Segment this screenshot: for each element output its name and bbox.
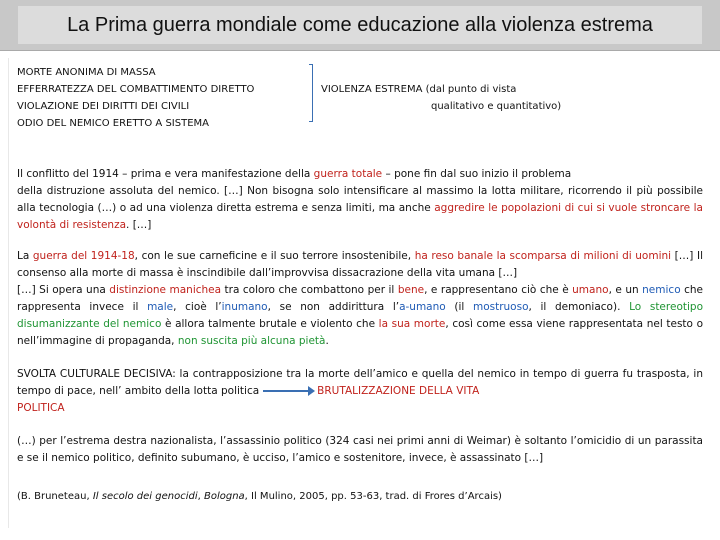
text-run: , Il Mulino, 2005, pp. 53-63, trad. di Frores d’Arcais) — [244, 491, 502, 502]
text-run: , se non addirittura l’ — [267, 301, 400, 313]
highlight-blue: mostruoso — [472, 301, 529, 313]
highlight-green: Lo stereotipo disumanizzante del nemico — [17, 301, 703, 330]
list-item: EFFERRATEZZA DEL COMBATTIMENTO DIRETTO — [17, 84, 255, 95]
highlight-red: BRUTALIZZAZIONE DELLA VITA — [317, 385, 480, 397]
slide-content — [8, 58, 709, 528]
highlight-red: guerra totale — [313, 168, 383, 180]
text-run: , con le sue carneficine e il suo terrore insostenibile, — [134, 250, 415, 262]
text-run: . — [325, 335, 329, 347]
note-line-1: VIOLENZA ESTREMA (dal punto di vista — [321, 84, 517, 95]
violence-list — [17, 64, 254, 132]
paragraph-total-war — [17, 166, 703, 234]
citation — [17, 488, 703, 505]
highlight-blue: inumano — [221, 301, 268, 313]
text-run: (il — [445, 301, 473, 313]
highlight-red: guerra del 1914-18 — [32, 250, 135, 262]
text-run: Il conflitto del 1914 – prima e vera manifestazione della — [17, 168, 314, 180]
highlight-red: POLITICA — [17, 402, 65, 414]
text-run: tra coloro che combattono per il — [221, 284, 398, 296]
note-line-2: qualitativo e quantitativo) — [431, 101, 562, 112]
extreme-violence-note — [321, 81, 561, 115]
paragraph-weimar: (…) per l’estrema destra nazionalista, l’assassinio politico (324 casi nei primi anni di Weimar) è soltanto l’omicidio di un parassita e se il nemico politico, definito subumano, è ucciso, l’amico e sostenitore, invece, è assassinato […] — [17, 435, 703, 464]
highlight-blue: male — [147, 301, 174, 313]
page-title: La Prima guerra mondiale come educazione alla violenza estrema — [18, 6, 702, 44]
text-run: , e un — [608, 284, 643, 296]
arrow-right-icon — [263, 390, 313, 392]
paragraph-cultural-turn — [17, 366, 703, 417]
highlight-blue: a-umano — [399, 301, 446, 313]
text-run: che rappresenta invece il — [17, 284, 704, 313]
list-item: ODIO DEL NEMICO ERETTO A SISTEMA — [17, 118, 209, 129]
text-run: – pone fin dal suo inizio il problema — [382, 168, 572, 180]
text-run: della distruzione assoluta del nemico. […] Non bisogna solo intensificare al massimo la lotta militare, ricorrendo il più possibile alla tecnologia (…) o ad una violenza diretta estrema e senza limiti, ma anche — [17, 185, 703, 214]
highlight-red: distinzione manichea — [109, 284, 222, 296]
highlight-red: umano — [572, 284, 609, 296]
text-run: […] Si opera una — [17, 284, 110, 296]
text-run: è allora talmente brutale e violento che — [161, 318, 379, 330]
text-run: […] Il consenso alla morte di massa è inscindibile dall’improvvisa dissacrazione della vita umana […] — [17, 250, 703, 279]
bracket-connector — [312, 64, 319, 122]
highlight-red: la sua morte — [378, 318, 446, 330]
highlight-red: bene — [397, 284, 425, 296]
list-item: VIOLAZIONE DEI DIRITTI DEI CIVILI — [17, 101, 190, 112]
book-title: Il secolo dei genocidi — [92, 491, 198, 502]
text-run: , il demoniaco). — [528, 301, 630, 313]
paragraph-brutalization — [17, 248, 703, 350]
text-run: SVOLTA CULTURALE DECISIVA: la contrapposizione tra la morte dell’amico e quella del nemico in tempo di guerra fu trasposta, in tempo di pace, nell’ ambito della lotta politica — [17, 368, 703, 397]
text-run: La — [17, 250, 33, 262]
highlight-red: ha reso banale la scomparsa di milioni di uomini — [414, 250, 672, 262]
text-run: , e rappresentano ciò che è — [424, 284, 573, 296]
text-run: , cioè l’ — [173, 301, 222, 313]
highlight-red: aggredire le popolazioni di cui si vuole stroncare la volontà di resistenza — [17, 202, 703, 231]
list-item: MORTE ANONIMA DI MASSA — [17, 67, 156, 78]
highlight-blue: nemico — [642, 284, 681, 296]
text-run: . […] — [126, 219, 152, 231]
city: Bologna — [203, 491, 245, 502]
highlight-green: non suscita più alcuna pietà — [177, 335, 326, 347]
text-run: , così come essa viene rappresentata nel testo o nell’immagine di propaganda, — [17, 318, 704, 347]
text-run: , — [197, 491, 204, 502]
title-bar — [0, 0, 720, 51]
text-run: (B. Bruneteau, — [17, 491, 93, 502]
